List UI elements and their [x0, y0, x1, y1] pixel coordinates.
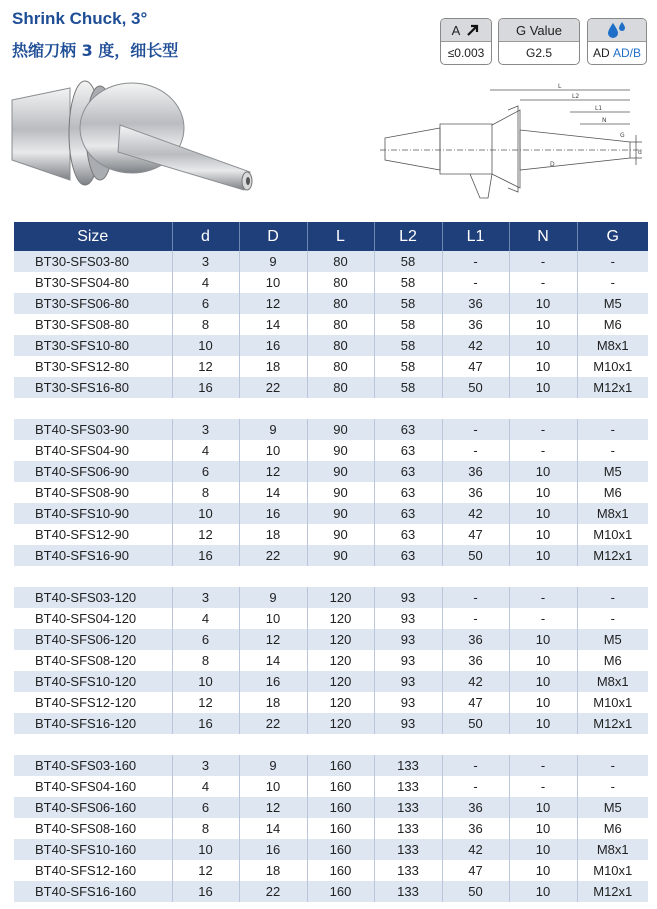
label-d: d: [638, 149, 642, 156]
table-cell: 47: [442, 860, 509, 881]
table-cell: 63: [374, 503, 442, 524]
table-cell: 16: [172, 881, 239, 902]
table-cell: 120: [307, 713, 374, 734]
table-cell: 90: [307, 503, 374, 524]
table-row: [14, 461, 648, 482]
table-cell: 63: [374, 482, 442, 503]
table-cell: -: [577, 755, 648, 776]
table-cell: 160: [307, 776, 374, 797]
table-cell: 10: [509, 503, 577, 524]
table-cell: 10: [172, 503, 239, 524]
table-cell: 3: [172, 251, 239, 272]
table-cell: 36: [442, 314, 509, 335]
table-cell: 12: [239, 629, 307, 650]
table-cell: 160: [307, 860, 374, 881]
table-cell: 8: [172, 482, 239, 503]
balance-label: G Value: [499, 19, 579, 42]
table-cell: 120: [307, 692, 374, 713]
size-cell: BT40-SFS10-160: [14, 839, 172, 860]
table-cell: -: [509, 251, 577, 272]
column-header: L: [307, 222, 374, 251]
column-header: L2: [374, 222, 442, 251]
table-cell: -: [577, 587, 648, 608]
table-cell: 80: [307, 314, 374, 335]
table-cell: 14: [239, 818, 307, 839]
coolant-value-adb: AD/B: [613, 46, 642, 60]
table-cell: 120: [307, 650, 374, 671]
group-spacer: [14, 398, 648, 419]
table-cell: 18: [239, 692, 307, 713]
table-cell: 133: [374, 797, 442, 818]
table-cell: 58: [374, 272, 442, 293]
table-row: [14, 251, 648, 272]
table-cell: 63: [374, 545, 442, 566]
table-cell: 22: [239, 545, 307, 566]
label-G: G: [620, 132, 625, 139]
table-cell: 12: [172, 860, 239, 881]
table-cell: 10: [509, 335, 577, 356]
table-cell: 10: [509, 713, 577, 734]
column-header: d: [172, 222, 239, 251]
table-row: [14, 650, 648, 671]
table-cell: -: [442, 587, 509, 608]
table-cell: 133: [374, 776, 442, 797]
accuracy-value: ≤0.003: [447, 46, 485, 60]
table-cell: M8x1: [577, 671, 648, 692]
size-cell: BT40-SFS16-160: [14, 881, 172, 902]
table-cell: 12: [239, 293, 307, 314]
table-cell: M12x1: [577, 881, 648, 902]
size-cell: BT30-SFS16-80: [14, 377, 172, 398]
table-cell: 10: [509, 461, 577, 482]
size-cell: BT40-SFS08-160: [14, 818, 172, 839]
arrow-up-right-icon: [466, 23, 480, 37]
accuracy-label: A: [451, 22, 461, 38]
size-cell: BT30-SFS03-80: [14, 251, 172, 272]
table-cell: 9: [239, 251, 307, 272]
table-cell: 80: [307, 356, 374, 377]
label-D: D: [550, 161, 555, 168]
table-cell: 10: [509, 860, 577, 881]
table-cell: -: [509, 608, 577, 629]
table-cell: 36: [442, 461, 509, 482]
table-cell: M8x1: [577, 503, 648, 524]
table-cell: 133: [374, 839, 442, 860]
table-cell: 36: [442, 293, 509, 314]
table-cell: 14: [239, 314, 307, 335]
column-header: N: [509, 222, 577, 251]
table-row: [14, 503, 648, 524]
table-cell: 10: [509, 671, 577, 692]
table-row: [14, 839, 648, 860]
size-cell: BT40-SFS06-90: [14, 461, 172, 482]
table-cell: 12: [239, 461, 307, 482]
size-cell: BT40-SFS04-160: [14, 776, 172, 797]
table-cell: 12: [172, 356, 239, 377]
table-row: [14, 524, 648, 545]
size-cell: BT40-SFS03-90: [14, 419, 172, 440]
table-cell: -: [442, 440, 509, 461]
table-row: [14, 440, 648, 461]
table-cell: 58: [374, 314, 442, 335]
table-cell: -: [442, 251, 509, 272]
table-cell: M12x1: [577, 713, 648, 734]
size-cell: BT40-SFS04-90: [14, 440, 172, 461]
size-cell: BT40-SFS03-120: [14, 587, 172, 608]
column-header: Size: [14, 222, 172, 251]
table-cell: 22: [239, 713, 307, 734]
table-cell: 6: [172, 797, 239, 818]
table-cell: M12x1: [577, 545, 648, 566]
table-cell: 160: [307, 839, 374, 860]
table-cell: 22: [239, 377, 307, 398]
table-cell: 90: [307, 461, 374, 482]
table-row: [14, 335, 648, 356]
table-cell: 93: [374, 671, 442, 692]
size-cell: BT40-SFS12-90: [14, 524, 172, 545]
table-cell: 10: [509, 293, 577, 314]
table-cell: 80: [307, 335, 374, 356]
table-cell: 120: [307, 671, 374, 692]
table-cell: 80: [307, 251, 374, 272]
table-cell: 58: [374, 335, 442, 356]
table-cell: -: [442, 608, 509, 629]
table-row: [14, 860, 648, 881]
size-cell: BT40-SFS06-120: [14, 629, 172, 650]
table-cell: 120: [307, 608, 374, 629]
table-cell: M5: [577, 797, 648, 818]
table-cell: 10: [509, 797, 577, 818]
table-cell: 50: [442, 881, 509, 902]
coolant-badge: [587, 18, 647, 65]
table-cell: 10: [239, 608, 307, 629]
table-cell: 133: [374, 818, 442, 839]
table-row: [14, 818, 648, 839]
table-cell: 16: [239, 839, 307, 860]
table-cell: 160: [307, 881, 374, 902]
table-cell: 22: [239, 881, 307, 902]
table-cell: -: [509, 272, 577, 293]
table-cell: 9: [239, 419, 307, 440]
size-cell: BT40-SFS16-120: [14, 713, 172, 734]
table-cell: 80: [307, 377, 374, 398]
table-cell: 10: [239, 272, 307, 293]
table-cell: 90: [307, 524, 374, 545]
table-cell: 42: [442, 503, 509, 524]
table-header-row: [14, 222, 648, 251]
table-cell: 10: [172, 671, 239, 692]
table-cell: M5: [577, 461, 648, 482]
table-cell: 16: [172, 713, 239, 734]
size-cell: BT30-SFS12-80: [14, 356, 172, 377]
table-cell: 133: [374, 881, 442, 902]
table-cell: 133: [374, 755, 442, 776]
table-cell: 10: [509, 545, 577, 566]
table-cell: 9: [239, 587, 307, 608]
table-cell: 160: [307, 818, 374, 839]
table-cell: 63: [374, 419, 442, 440]
table-cell: 42: [442, 839, 509, 860]
group-spacer: [14, 734, 648, 755]
table-cell: 3: [172, 587, 239, 608]
table-row: [14, 755, 648, 776]
table-cell: 16: [239, 335, 307, 356]
table-cell: M6: [577, 650, 648, 671]
size-cell: BT40-SFS04-120: [14, 608, 172, 629]
label-N: N: [602, 117, 607, 124]
table-cell: 36: [442, 797, 509, 818]
table-cell: 50: [442, 545, 509, 566]
table-cell: -: [442, 272, 509, 293]
table-cell: 47: [442, 692, 509, 713]
column-header: L1: [442, 222, 509, 251]
table-row: [14, 713, 648, 734]
size-cell: BT30-SFS08-80: [14, 314, 172, 335]
size-cell: BT40-SFS06-160: [14, 797, 172, 818]
technical-drawing: [380, 80, 645, 208]
size-cell: BT30-SFS10-80: [14, 335, 172, 356]
table-cell: 90: [307, 482, 374, 503]
table-cell: 42: [442, 335, 509, 356]
table-cell: 16: [239, 503, 307, 524]
size-cell: BT30-SFS06-80: [14, 293, 172, 314]
table-cell: 80: [307, 272, 374, 293]
table-cell: 63: [374, 440, 442, 461]
table-cell: -: [577, 776, 648, 797]
table-cell: -: [577, 272, 648, 293]
table-row: [14, 545, 648, 566]
column-header: D: [239, 222, 307, 251]
table-cell: 36: [442, 629, 509, 650]
table-cell: M6: [577, 818, 648, 839]
table-cell: 3: [172, 419, 239, 440]
table-cell: 4: [172, 608, 239, 629]
table-cell: 6: [172, 629, 239, 650]
table-cell: 36: [442, 650, 509, 671]
table-cell: 6: [172, 461, 239, 482]
table-cell: 42: [442, 671, 509, 692]
page-title: Shrink Chuck, 3°: [12, 9, 148, 28]
table-cell: 63: [374, 524, 442, 545]
table-cell: 120: [307, 587, 374, 608]
table-cell: 93: [374, 608, 442, 629]
table-cell: 47: [442, 356, 509, 377]
table-cell: 58: [374, 293, 442, 314]
table-cell: M10x1: [577, 356, 648, 377]
table-cell: 18: [239, 356, 307, 377]
table-cell: 10: [509, 818, 577, 839]
table-cell: M6: [577, 482, 648, 503]
table-cell: 8: [172, 818, 239, 839]
table-row: [14, 314, 648, 335]
table-cell: -: [577, 419, 648, 440]
table-cell: -: [577, 608, 648, 629]
table-cell: -: [442, 419, 509, 440]
page-subtitle: 热缩刀柄 3 度，细长型: [12, 41, 179, 60]
column-header: G: [577, 222, 648, 251]
table-row: [14, 377, 648, 398]
table-row: [14, 881, 648, 902]
table-cell: 14: [239, 482, 307, 503]
table-cell: 16: [172, 377, 239, 398]
table-cell: 133: [374, 860, 442, 881]
label-L: L: [558, 83, 562, 90]
table-cell: M6: [577, 314, 648, 335]
table-cell: 93: [374, 692, 442, 713]
table-cell: M10x1: [577, 692, 648, 713]
label-L2: L2: [572, 93, 580, 100]
table-row: [14, 482, 648, 503]
table-cell: 4: [172, 272, 239, 293]
table-cell: M12x1: [577, 377, 648, 398]
table-row: [14, 587, 648, 608]
table-cell: 90: [307, 440, 374, 461]
table-row: [14, 797, 648, 818]
table-cell: M5: [577, 293, 648, 314]
table-row: [14, 671, 648, 692]
table-cell: 12: [172, 524, 239, 545]
table-cell: 8: [172, 650, 239, 671]
table-cell: 58: [374, 356, 442, 377]
table-cell: -: [509, 440, 577, 461]
table-cell: 4: [172, 776, 239, 797]
table-body: [14, 251, 648, 902]
table-cell: -: [509, 587, 577, 608]
coolant-drops-icon: [606, 21, 628, 39]
table-cell: 58: [374, 377, 442, 398]
size-cell: BT40-SFS12-160: [14, 860, 172, 881]
table-cell: 36: [442, 818, 509, 839]
table-cell: -: [509, 776, 577, 797]
table-cell: -: [577, 251, 648, 272]
size-cell: BT40-SFS10-90: [14, 503, 172, 524]
table-cell: 10: [509, 839, 577, 860]
table-cell: 93: [374, 713, 442, 734]
table-row: [14, 629, 648, 650]
table-row: [14, 419, 648, 440]
table-cell: 8: [172, 314, 239, 335]
table-cell: 10: [509, 377, 577, 398]
table-cell: 10: [509, 629, 577, 650]
size-cell: BT40-SFS12-120: [14, 692, 172, 713]
table-cell: 10: [509, 314, 577, 335]
table-cell: M5: [577, 629, 648, 650]
group-spacer: [14, 566, 648, 587]
table-cell: 12: [239, 797, 307, 818]
table-cell: 10: [239, 776, 307, 797]
table-cell: M10x1: [577, 524, 648, 545]
table-cell: 63: [374, 461, 442, 482]
table-cell: 160: [307, 797, 374, 818]
table-cell: -: [442, 776, 509, 797]
shrink-chuck-product-image: [0, 70, 300, 220]
table-cell: 10: [239, 440, 307, 461]
coolant-value-ad: AD: [592, 46, 610, 60]
table-cell: -: [509, 755, 577, 776]
table-cell: 6: [172, 293, 239, 314]
table-cell: 18: [239, 524, 307, 545]
table-cell: 10: [509, 482, 577, 503]
table-cell: -: [442, 755, 509, 776]
balance-badge: [498, 18, 580, 65]
table-cell: 10: [509, 692, 577, 713]
table-row: [14, 356, 648, 377]
size-cell: BT40-SFS16-90: [14, 545, 172, 566]
table-cell: 120: [307, 629, 374, 650]
spec-table: [14, 222, 648, 902]
size-cell: BT40-SFS08-90: [14, 482, 172, 503]
size-cell: BT40-SFS03-160: [14, 755, 172, 776]
table-cell: 10: [509, 524, 577, 545]
table-cell: 93: [374, 587, 442, 608]
table-cell: 50: [442, 377, 509, 398]
table-cell: 90: [307, 419, 374, 440]
table-cell: 10: [172, 839, 239, 860]
table-cell: M8x1: [577, 335, 648, 356]
table-cell: 58: [374, 251, 442, 272]
table-cell: 36: [442, 482, 509, 503]
table-cell: -: [577, 440, 648, 461]
table-cell: 3: [172, 755, 239, 776]
table-cell: 10: [509, 356, 577, 377]
table-cell: M10x1: [577, 860, 648, 881]
size-cell: BT40-SFS10-120: [14, 671, 172, 692]
table-cell: 50: [442, 713, 509, 734]
size-cell: BT40-SFS08-120: [14, 650, 172, 671]
table-cell: 10: [172, 335, 239, 356]
table-row: [14, 272, 648, 293]
table-cell: 18: [239, 860, 307, 881]
table-row: [14, 692, 648, 713]
table-cell: 16: [172, 545, 239, 566]
table-row: [14, 776, 648, 797]
table-cell: 14: [239, 650, 307, 671]
table-cell: 93: [374, 629, 442, 650]
table-cell: 90: [307, 545, 374, 566]
table-cell: 160: [307, 755, 374, 776]
table-cell: 12: [172, 692, 239, 713]
table-cell: -: [509, 419, 577, 440]
table-cell: 16: [239, 671, 307, 692]
accuracy-badge: [440, 18, 492, 65]
size-cell: BT30-SFS04-80: [14, 272, 172, 293]
table-cell: 47: [442, 524, 509, 545]
table-cell: 93: [374, 650, 442, 671]
table-row: [14, 608, 648, 629]
table-cell: 9: [239, 755, 307, 776]
label-L1: L1: [595, 105, 603, 112]
table-cell: 4: [172, 440, 239, 461]
table-row: [14, 293, 648, 314]
table-cell: M8x1: [577, 839, 648, 860]
table-cell: 10: [509, 881, 577, 902]
table-cell: 10: [509, 650, 577, 671]
balance-value: G2.5: [525, 46, 552, 60]
table-cell: 80: [307, 293, 374, 314]
